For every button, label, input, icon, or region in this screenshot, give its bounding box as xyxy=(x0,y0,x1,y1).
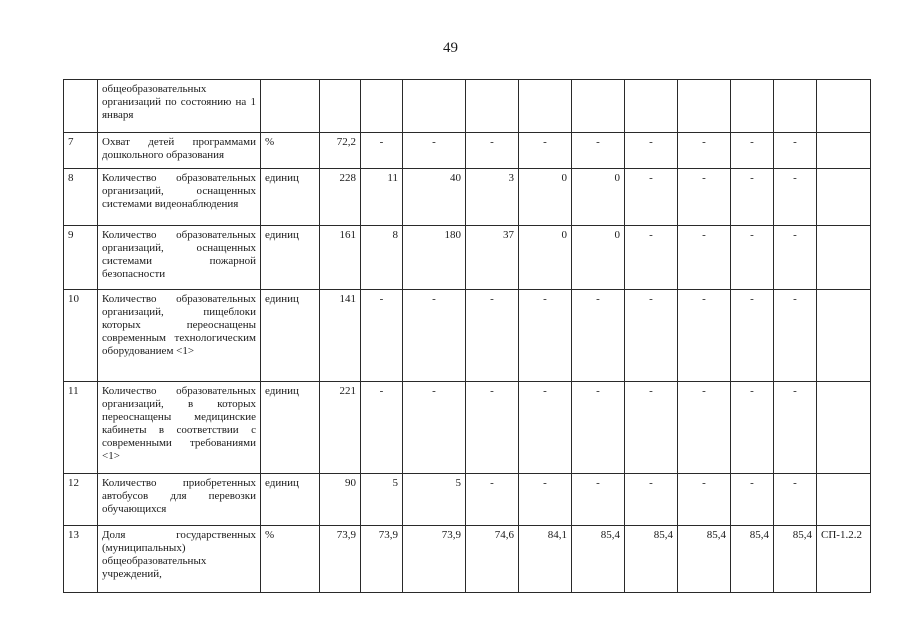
table-row xyxy=(64,80,871,133)
year-value-cell: 85,4 xyxy=(678,526,731,593)
code-cell xyxy=(817,382,871,474)
indicator-name-cell: Количество приобретенных автобусов для перевозки обучающихся xyxy=(98,474,261,526)
base-value-cell: 161 xyxy=(320,226,361,290)
indicator-name-cell: Количество образовательных организаций, пищеблоки которых переоснащены современным технологическим оборудованием <1> xyxy=(98,290,261,382)
unit-cell: единиц xyxy=(261,474,320,526)
year-value-cell: - xyxy=(731,133,774,169)
table-row xyxy=(64,133,871,169)
year-value-cell: - xyxy=(466,290,519,382)
year-value-cell: - xyxy=(774,290,817,382)
year-value-cell xyxy=(774,80,817,133)
row-number-cell: 11 xyxy=(64,382,98,474)
year-value-cell: - xyxy=(403,133,466,169)
year-value-cell xyxy=(403,80,466,133)
unit-cell: % xyxy=(261,133,320,169)
year-value-cell: 180 xyxy=(403,226,466,290)
row-number-cell: 10 xyxy=(64,290,98,382)
indicator-name-cell: общеобразовательных организаций по состоянию на 1 января xyxy=(98,80,261,133)
year-value-cell xyxy=(361,80,403,133)
year-value-cell: - xyxy=(625,382,678,474)
year-value-cell: 0 xyxy=(572,169,625,226)
base-value-cell xyxy=(320,80,361,133)
year-value-cell: - xyxy=(731,382,774,474)
year-value-cell: 8 xyxy=(361,226,403,290)
year-value-cell: 73,9 xyxy=(403,526,466,593)
year-value-cell: 85,4 xyxy=(774,526,817,593)
base-value-cell: 228 xyxy=(320,169,361,226)
year-value-cell: - xyxy=(774,226,817,290)
year-value-cell xyxy=(625,80,678,133)
year-value-cell: - xyxy=(519,474,572,526)
year-value-cell: - xyxy=(572,474,625,526)
year-value-cell xyxy=(678,80,731,133)
table-row xyxy=(64,526,871,593)
year-value-cell: 40 xyxy=(403,169,466,226)
year-value-cell: - xyxy=(625,226,678,290)
base-value-cell: 73,9 xyxy=(320,526,361,593)
year-value-cell: - xyxy=(678,290,731,382)
year-value-cell: - xyxy=(466,133,519,169)
year-value-cell: - xyxy=(774,382,817,474)
year-value-cell: 85,4 xyxy=(572,526,625,593)
year-value-cell: - xyxy=(678,226,731,290)
indicator-name-cell: Охват детей программами дошкольного образования xyxy=(98,133,261,169)
row-number-cell: 7 xyxy=(64,133,98,169)
year-value-cell xyxy=(572,80,625,133)
row-number-cell: 13 xyxy=(64,526,98,593)
year-value-cell: - xyxy=(731,290,774,382)
code-cell xyxy=(817,169,871,226)
table-row xyxy=(64,226,871,290)
year-value-cell: - xyxy=(731,474,774,526)
year-value-cell: 85,4 xyxy=(731,526,774,593)
year-value-cell: - xyxy=(361,133,403,169)
year-value-cell: - xyxy=(572,290,625,382)
base-value-cell: 221 xyxy=(320,382,361,474)
year-value-cell: 5 xyxy=(403,474,466,526)
year-value-cell: 0 xyxy=(519,169,572,226)
indicator-name-cell: Количество образовательных организаций, оснащенных системами пожарной безопасности xyxy=(98,226,261,290)
year-value-cell: - xyxy=(519,290,572,382)
year-value-cell: - xyxy=(403,382,466,474)
code-cell xyxy=(817,133,871,169)
year-value-cell: - xyxy=(572,382,625,474)
indicators-table xyxy=(63,79,871,593)
table-row xyxy=(64,290,871,382)
row-number-cell: 8 xyxy=(64,169,98,226)
year-value-cell: - xyxy=(678,474,731,526)
base-value-cell: 72,2 xyxy=(320,133,361,169)
row-number-cell: 12 xyxy=(64,474,98,526)
year-value-cell: - xyxy=(678,169,731,226)
indicator-name-cell: Количество образовательных организаций, оснащенных системами видеонаблюдения xyxy=(98,169,261,226)
year-value-cell: - xyxy=(519,382,572,474)
table-row xyxy=(64,474,871,526)
year-value-cell: 0 xyxy=(572,226,625,290)
year-value-cell: - xyxy=(678,382,731,474)
year-value-cell xyxy=(731,80,774,133)
year-value-cell: 84,1 xyxy=(519,526,572,593)
year-value-cell: - xyxy=(519,133,572,169)
unit-cell: единиц xyxy=(261,290,320,382)
table-row xyxy=(64,169,871,226)
year-value-cell xyxy=(519,80,572,133)
page-number: 49 xyxy=(443,40,458,56)
year-value-cell: - xyxy=(678,133,731,169)
unit-cell: единиц xyxy=(261,226,320,290)
year-value-cell: - xyxy=(361,382,403,474)
year-value-cell: - xyxy=(731,226,774,290)
code-cell xyxy=(817,474,871,526)
year-value-cell: - xyxy=(625,169,678,226)
year-value-cell: 73,9 xyxy=(361,526,403,593)
indicator-name-cell: Количество образовательных организаций, в которых переоснащены медицинские кабинеты в соответствии с современными требованиями <1> xyxy=(98,382,261,474)
year-value-cell: - xyxy=(774,474,817,526)
code-cell xyxy=(817,290,871,382)
indicator-name-cell: Доля государственных (муниципальных) общеобразовательных учреждений, xyxy=(98,526,261,593)
year-value-cell: 3 xyxy=(466,169,519,226)
year-value-cell: - xyxy=(361,290,403,382)
year-value-cell: - xyxy=(625,290,678,382)
code-cell xyxy=(817,80,871,133)
year-value-cell: - xyxy=(625,133,678,169)
year-value-cell: 5 xyxy=(361,474,403,526)
year-value-cell xyxy=(466,80,519,133)
year-value-cell: 37 xyxy=(466,226,519,290)
year-value-cell: - xyxy=(625,474,678,526)
table-body xyxy=(64,80,871,593)
unit-cell xyxy=(261,80,320,133)
base-value-cell: 90 xyxy=(320,474,361,526)
year-value-cell: - xyxy=(466,474,519,526)
unit-cell: единиц xyxy=(261,382,320,474)
base-value-cell: 141 xyxy=(320,290,361,382)
table-row xyxy=(64,382,871,474)
year-value-cell: - xyxy=(572,133,625,169)
year-value-cell: - xyxy=(774,133,817,169)
year-value-cell: - xyxy=(466,382,519,474)
year-value-cell: - xyxy=(403,290,466,382)
unit-cell: единиц xyxy=(261,169,320,226)
code-cell: СП-1.2.2 xyxy=(817,526,871,593)
code-cell xyxy=(817,226,871,290)
unit-cell: % xyxy=(261,526,320,593)
year-value-cell: 74,6 xyxy=(466,526,519,593)
year-value-cell: - xyxy=(774,169,817,226)
row-number-cell: 9 xyxy=(64,226,98,290)
year-value-cell: 11 xyxy=(361,169,403,226)
year-value-cell: 85,4 xyxy=(625,526,678,593)
year-value-cell: - xyxy=(731,169,774,226)
row-number-cell xyxy=(64,80,98,133)
year-value-cell: 0 xyxy=(519,226,572,290)
